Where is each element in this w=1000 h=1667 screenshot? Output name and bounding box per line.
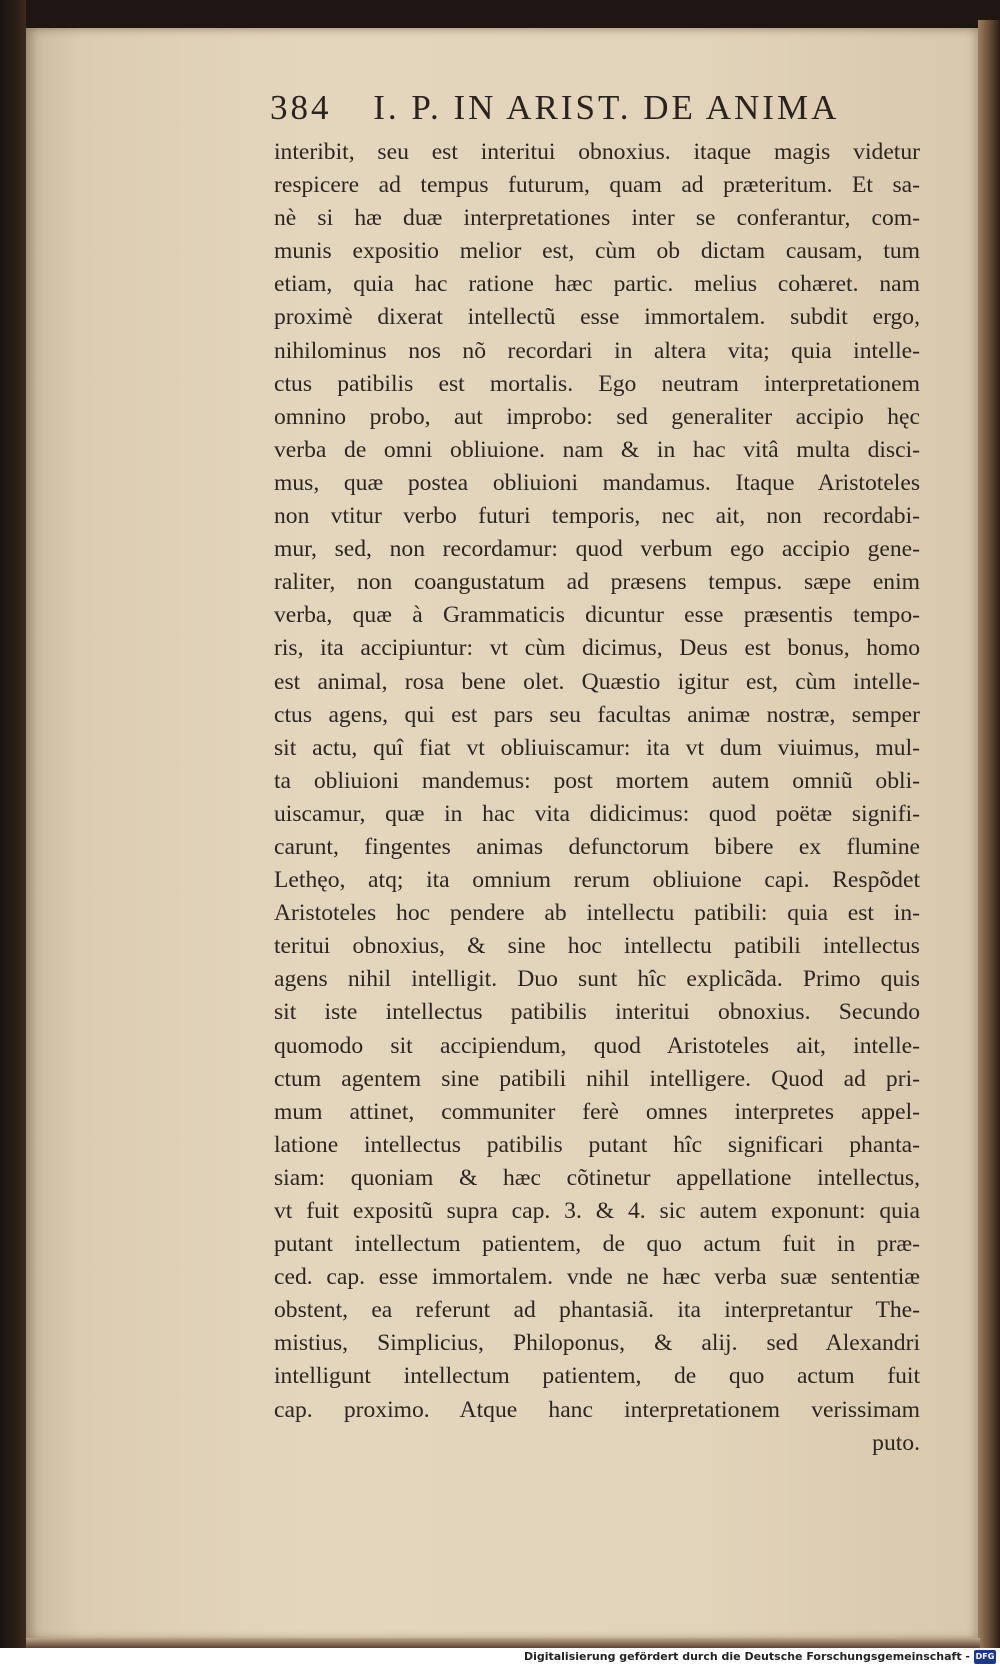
text-line: latione intellectus patibilis putant hîc significari phanta-	[274, 1131, 920, 1158]
text-line: mus, quæ postea obliuioni mandamus. Itaque Aristoteles	[274, 469, 920, 496]
text-line: Lethęo, atq; ita omnium rerum obliuione capi. Respõdet	[274, 867, 920, 894]
text-line: verba de omni obliuione. nam & in hac vitâ multa disci-	[274, 436, 920, 463]
text-line: interibit, seu est interitui obnoxius. itaque magis videtur	[274, 139, 920, 165]
text-line: ctus agens, qui est pars seu facultas animæ nostræ, semper	[274, 701, 920, 728]
text-line: quomodo sit accipiendum, quod Aristoteles ait, intelle-	[274, 1032, 920, 1059]
text-line: mistius, Simplicius, Philoponus, & alij. sed Alexandri	[274, 1330, 920, 1357]
text-line: ced. cap. esse immortalem. vnde ne hæc verba suæ sententiæ	[274, 1264, 920, 1291]
text-line: omnino probo, aut improbo: sed generaliter accipio hęc	[274, 403, 920, 430]
text-line: uiscamur, quæ in hac vita didicimus: quod poëtæ signifi-	[274, 800, 920, 827]
text-line: nè si hæ duæ interpretationes inter se conferantur, com-	[274, 205, 920, 232]
text-line: respicere ad tempus futurum, quam ad præteritum. Et sa-	[274, 172, 920, 199]
text-line: Aristoteles hoc pendere ab intellectu patibili: quia est in-	[274, 900, 920, 927]
book-bottom-edge	[26, 1638, 980, 1648]
text-line: non vtitur verbo futuri temporis, nec ait, non recordabi-	[274, 503, 920, 530]
text-line: siam: quoniam & hæc cõtinetur appellatione intellectus,	[274, 1164, 920, 1191]
text-line: cap. proximo. Atque hanc interpretationem verissimam	[274, 1396, 920, 1423]
text-line: vt fuit expositũ supra cap. 3. & 4. sic autem exponunt: quia	[274, 1198, 920, 1224]
body-text	[274, 136, 920, 1460]
text-line: putant intellectum patientem, de quo actum fuit in præ-	[274, 1231, 920, 1258]
text-line: ta obliuioni mandemus: post mortem autem omniũ obli-	[274, 767, 920, 794]
running-head-title: I. P. IN ARIST. DE ANIMA	[373, 88, 840, 127]
text-line: ris, ita accipiuntur: vt cùm dicimus, Deus est bonus, homo	[274, 635, 920, 662]
page-number: 384	[270, 88, 332, 127]
running-head	[270, 88, 870, 132]
text-line: nihilominus nos nõ recordari in altera vita; quia intelle-	[274, 337, 920, 364]
text-line: etiam, quia hac ratione hæc partic. melius cohæret. nam	[274, 271, 920, 298]
text-line: sit actu, quî fiat vt obliuiscamur: ita vt dum viuimus, mul-	[274, 734, 920, 761]
book-right-edge	[978, 20, 1000, 1648]
text-line: ctus patibilis est mortalis. Ego neutram interpretationem	[274, 370, 920, 397]
text-line: verba, quæ à Grammaticis dicuntur esse præsentis tempo-	[274, 602, 920, 629]
text-line: mum attinet, communiter ferè omnes interpretes appel-	[274, 1098, 920, 1125]
text-line: obstent, ea referunt ad phantasiã. ita interpretantur The-	[274, 1297, 920, 1324]
text-line: proximè dixerat intellectũ esse immortalem. subdit ergo,	[274, 304, 920, 331]
text-line: munis expositio melior est, cùm ob dictam causam, tum	[274, 238, 920, 265]
text-line: puto.	[872, 1429, 920, 1456]
text-line: ctum agentem sine patibili nihil intelligere. Quod ad pri-	[274, 1065, 920, 1092]
text-line: agens nihil intelligit. Duo sunt hîc explicãda. Primo quis	[274, 966, 920, 993]
text-line: sit iste intellectus patibilis interitui obnoxius. Secundo	[274, 999, 920, 1026]
text-line: teritui obnoxius, & sine hoc intellectu patibili intellectus	[274, 933, 920, 960]
text-line: est animal, rosa bene olet. Quæstio igitur est, cùm intelle-	[274, 668, 920, 695]
book-left-edge	[0, 0, 26, 1648]
text-line: carunt, fingentes animas defunctorum bibere ex flumine	[274, 833, 920, 860]
text-line: raliter, non coangustatum ad præsens tempus. sæpe enim	[274, 569, 920, 596]
digitization-credit: Digitalisierung gefördert durch die Deutsche Forschungsgemeinschaft -	[523, 1650, 970, 1663]
text-line: mur, sed, non recordamur: quod verbum ego accipio gene-	[274, 536, 920, 563]
dfg-logo: DFG	[974, 1650, 996, 1664]
text-line: intelligunt intellectum patientem, de quo actum fuit	[274, 1363, 920, 1390]
